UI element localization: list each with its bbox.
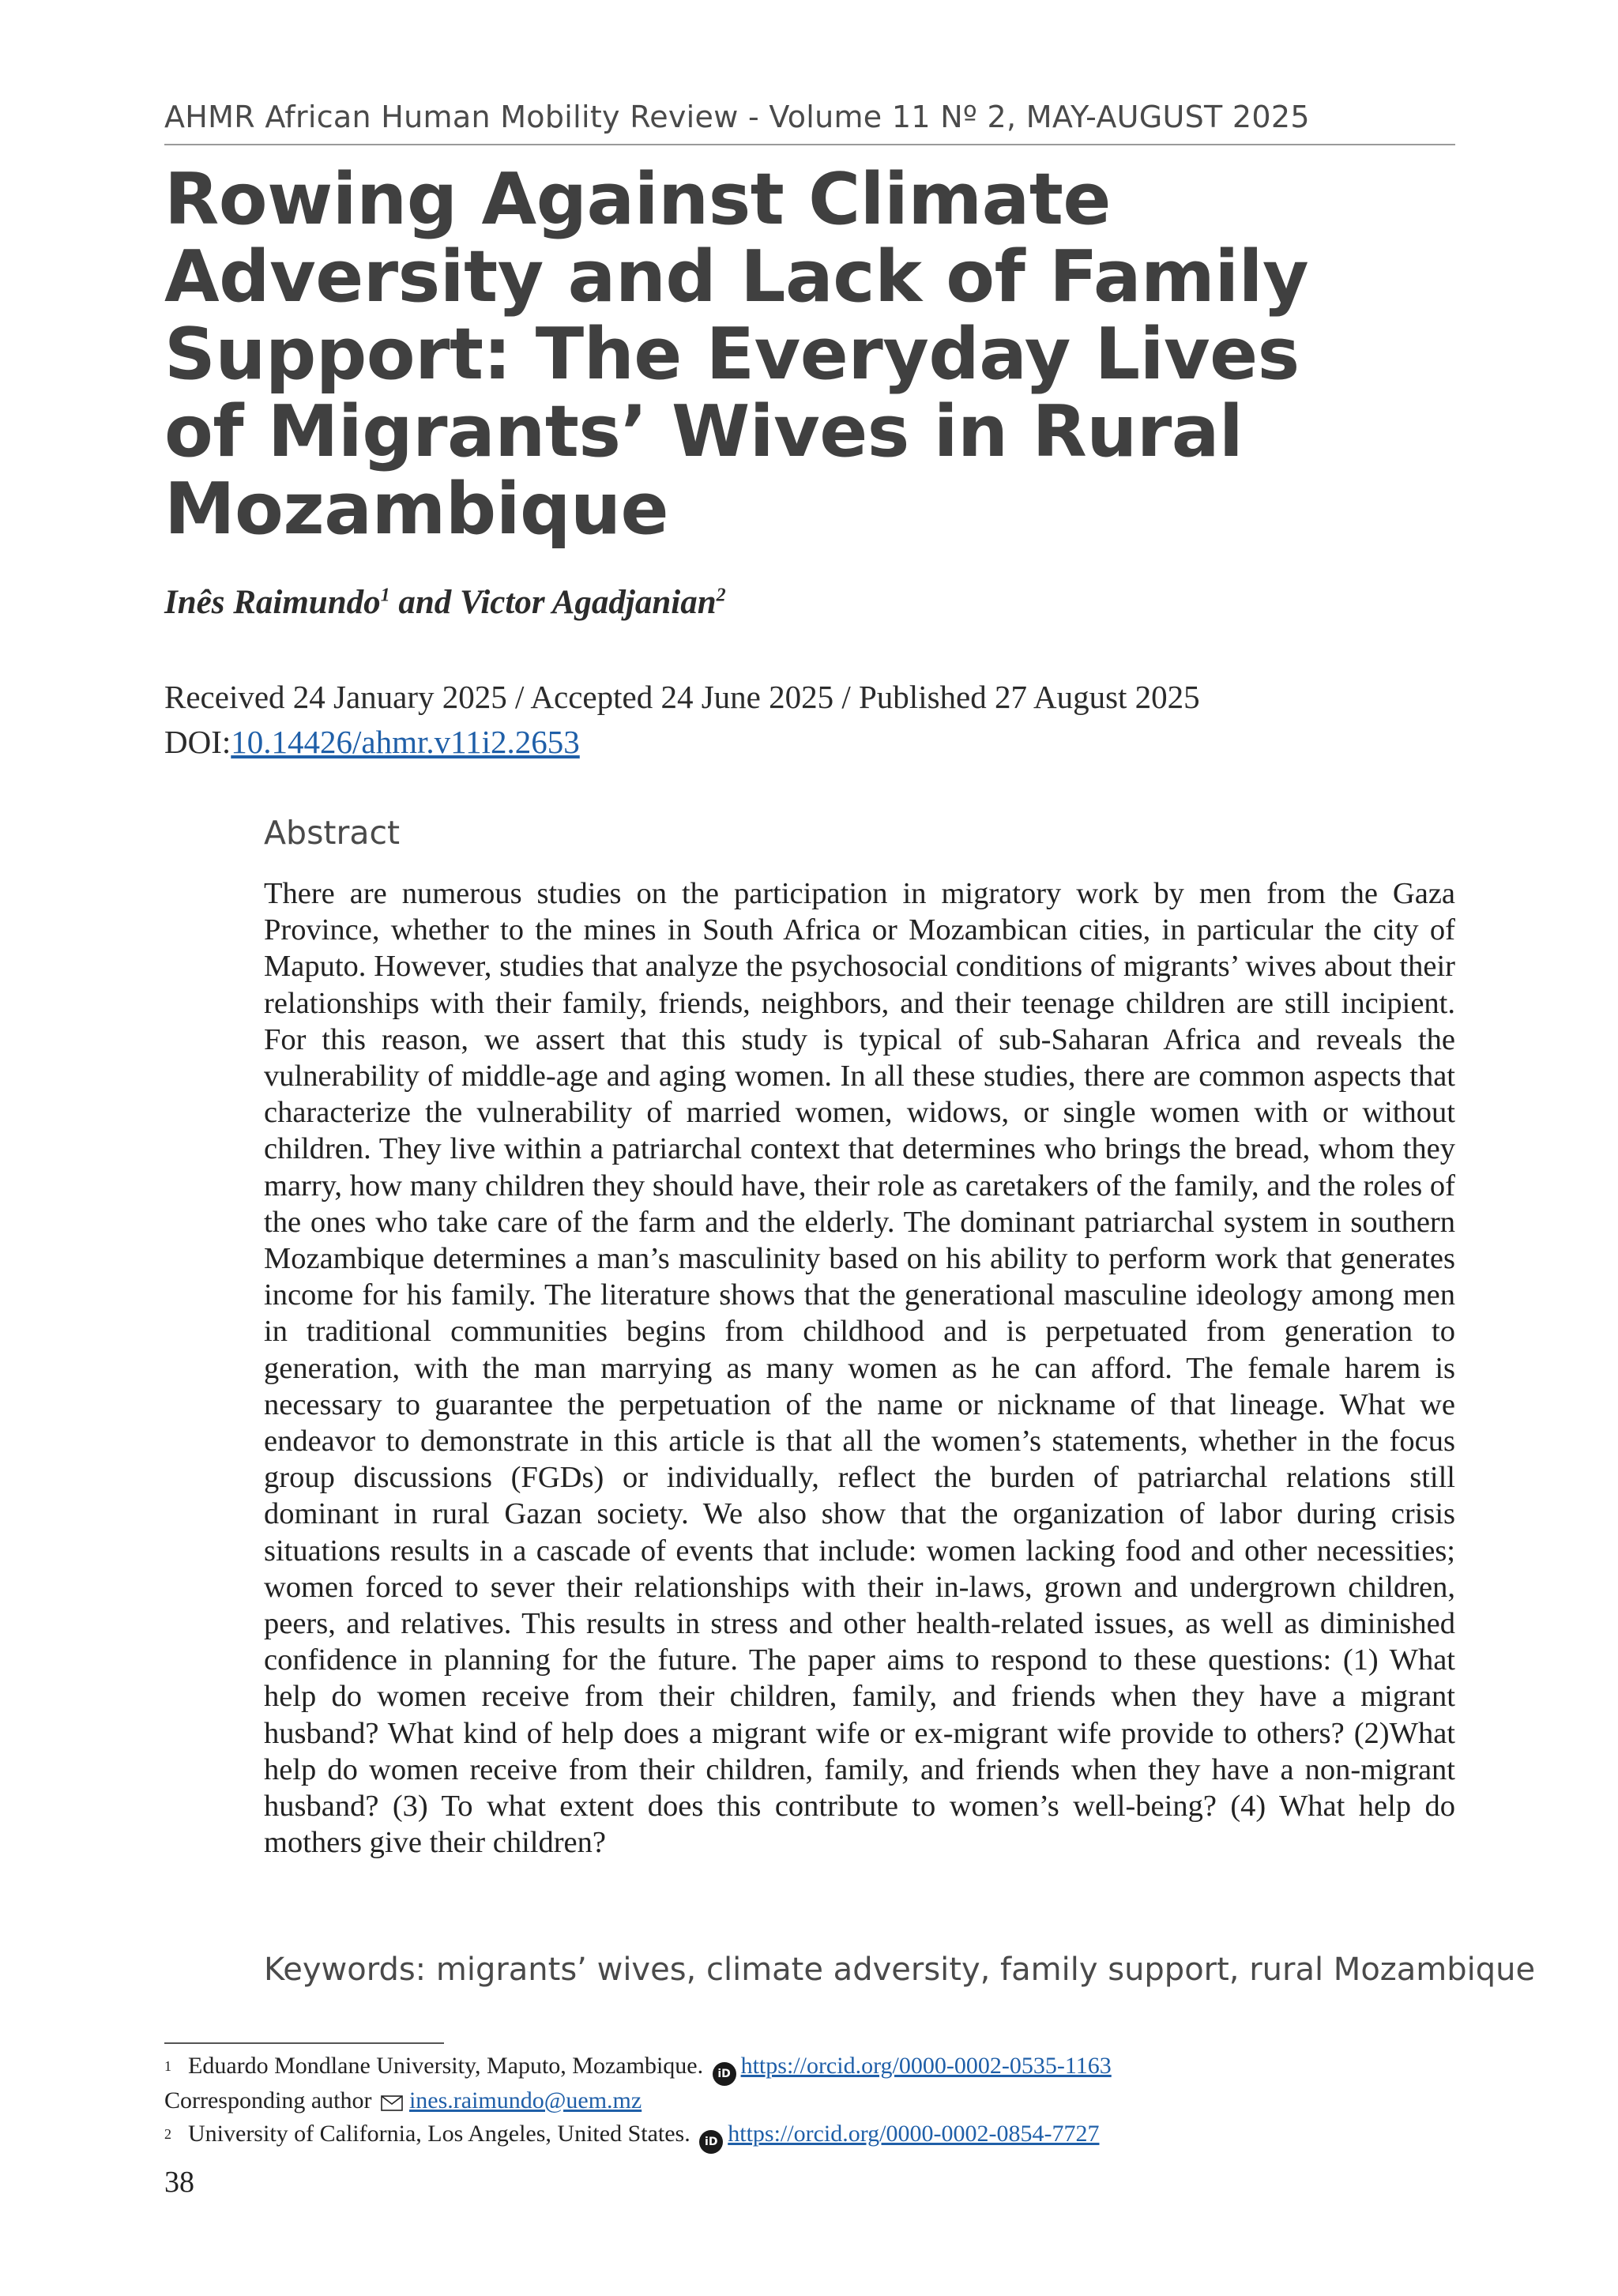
doi-label: DOI: bbox=[164, 724, 231, 760]
footnote-2 bbox=[164, 2119, 1460, 2154]
corresponding-label: Corresponding author bbox=[164, 2087, 372, 2113]
abstract-body: There are numerous studies on the participation in migratory work by men from the Gaza Province, whether to the mines in South Africa or Mozambican cities, in particular the city of Maputo. However, studies that analyze the psychosocial conditions of migrants’ wives about their relationships with their family, friends, neighbors, and their teenage children are still incipient. For this reason, we assert that this study is typical of sub-Saharan Africa and reveals the vulnerability of middle-age and aging women. In all these studies, there are common aspects that characterize the vulnerability of married women, widows, or single women with or without children. They live within a patriarchal context that determines who brings the bread, whom they marry, how many children they should have, their role as caretakers of the family, and the roles of the ones who take care of the farm and the elderly. The dominant patriarchal system in southern Mozambique determines a man’s masculinity based on his ability to perform work that generates income for his family. The literature shows that the generational masculine ideology among men in traditional communities begins from childhood and is perpetuated from generation to generation, with the man marrying as many women as he can afford. The female harem is necessary to guarantee the perpetuation of the name or nickname of that lineage. What we endeavor to demonstrate in this article is that all the women’s statements, whether in the focus group discussions (FGDs) or individually, reflect the burden of patriarchal relations still dominant in rural Gazan society. We also show that the organization of labor during crisis situations results in a cascade of events that include: women lacking food and other necessities; women forced to sever their relationships with their in-laws, grown and undergrown children, peers, and relatives. This results in stress and other health-related issues, as well as diminished confidence in planning for the future. The paper aims to respond to these questions: (1) What help do women receive from their children, family, and friends when they have a migrant husband? What kind of help does a migrant wife or ex-migrant wife provide to others? (2)What help do women receive from their children, family, and friends when they have a non-migrant husband? (3) To what extent does this contribute to women’s well-being? (4) What help do mothers give their children? bbox=[264, 877, 1455, 1860]
doi-line bbox=[164, 720, 1200, 765]
page-number: 38 bbox=[164, 2166, 194, 2199]
corresponding-author bbox=[164, 2086, 1460, 2119]
publication-dates: Received 24 January 2025 / Accepted 24 June 2025 / Published 27 August 2025 bbox=[164, 679, 1200, 715]
orcid-icon: iD bbox=[699, 2130, 723, 2154]
author-name: Inês Raimundo bbox=[164, 584, 381, 621]
footnote-mark: 1 bbox=[164, 2058, 171, 2074]
orcid-link[interactable]: https://orcid.org/0000-0002-0854-7727 bbox=[728, 2121, 1100, 2147]
footnote-mark: 2 bbox=[164, 2126, 171, 2142]
email-link[interactable]: ines.raimundo@uem.mz bbox=[408, 2087, 642, 2113]
footnote-1 bbox=[164, 2051, 1460, 2086]
author-affiliation-mark: 2 bbox=[716, 585, 726, 606]
footnote-affiliation: University of California, Los Angeles, United States. bbox=[188, 2121, 690, 2147]
author-affiliation-mark: 1 bbox=[380, 585, 390, 606]
mail-icon bbox=[381, 2089, 403, 2119]
running-header: AHMR African Human Mobility Review - Volume 11 Nº 2, MAY-AUGUST 2025 bbox=[164, 100, 1455, 145]
keywords: Keywords: migrants’ wives, climate adversity, family support, rural Mozambique bbox=[264, 1952, 1536, 1988]
footnote-divider bbox=[164, 2042, 444, 2044]
author-name: Victor Agadjanian bbox=[460, 584, 717, 621]
orcid-link[interactable]: https://orcid.org/0000-0002-0535-1163 bbox=[740, 2053, 1112, 2079]
authors bbox=[164, 583, 726, 622]
orcid-icon: iD bbox=[713, 2062, 736, 2086]
abstract-heading: Abstract bbox=[264, 814, 401, 852]
footnotes bbox=[164, 2051, 1460, 2154]
doi-link[interactable]: 10.14426/ahmr.v11i2.2653 bbox=[231, 724, 580, 760]
author-joiner: and bbox=[389, 584, 461, 621]
publication-info bbox=[164, 675, 1200, 765]
article-title: Rowing Against Climate Adversity and Lack of Family Support: The Everyday Lives of Migrants’ Wives in Rural Mozambique bbox=[164, 158, 1309, 551]
footnote-affiliation: Eduardo Mondlane University, Maputo, Mozambique. bbox=[188, 2053, 704, 2079]
